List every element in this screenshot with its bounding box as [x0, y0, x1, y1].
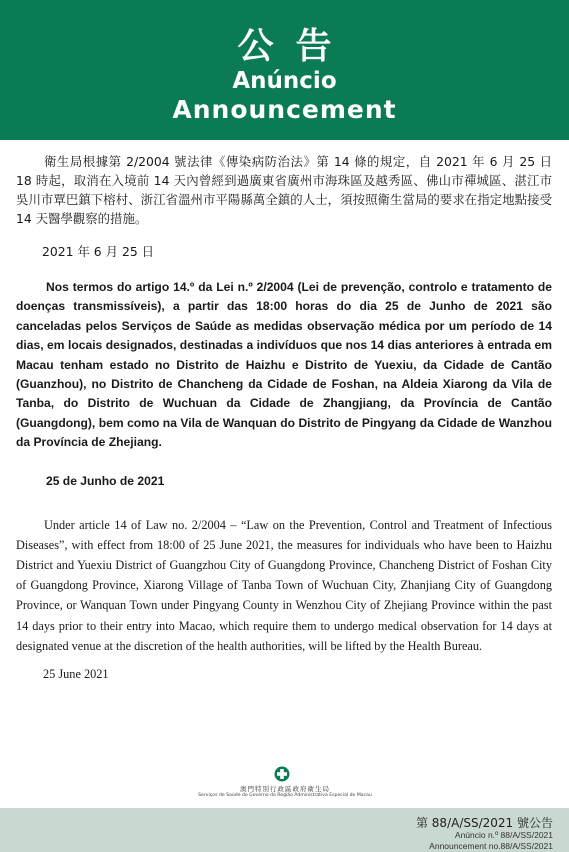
- title-en: Announcement: [172, 95, 397, 124]
- paragraph-zh: 衛生局根據第 2/2004 號法律《傳染病防治法》第 14 條的規定，自 2021 年 6 月 25 日 18 時起，取消在入境前 14 天內曾經到過廣東省廣州市海珠區及越秀區、佛山市禪城區、湛江市吳川市覃巴鎮下榕村、浙江省溫州市平陽縣萬全鎮的人士，須按照衛生當局的要求在指定地點接受 14 天醫學觀察的措施。: [16, 154, 552, 226]
- reference-number-en: Announcement no.88/A/SS/2021: [429, 841, 553, 851]
- title-zh: 公告: [237, 26, 354, 67]
- header-banner: [0, 0, 569, 140]
- date-en: 25 June 2021: [43, 667, 109, 682]
- footer-bar: [0, 808, 569, 852]
- logo-name-pt: Serviços de Saúde do Governo da Região Administrativa Especial de Macau: [198, 793, 372, 798]
- paragraph-pt: Nos termos do artigo 14.º da Lei n.º 2/2004 (Lei de prevenção, controlo e tratamento de doenças transmissíveis), a partir das 18:00 horas do dia 25 de Junho de 2021 são canceladas pelos Serviços de Saúde as medidas observação médica por um período de 14 dias, em locais designados, destinadas a indivíduos que nos 14 dias anteriores à entrada em Macau tenham estado no Distrito de Haizhu e Distrito de Yuexiu, da Cidade de Cantão (Guanzhou), no Distrito de Chancheng da Cidade de Foshan, na Aldeia Xiarong da Vila de Tanba, do Distrito de Wuchuan da Cidade de Zhangjiang, da Província de Cantão (Guangdong), bem como na Vila de Wanquan do Distrito de Pingyang da Cidade de Wanzhou da Província de Zhejiang.: [16, 280, 552, 450]
- reference-number-pt: Anúncio n.º 88/A/SS/2021: [454, 830, 553, 840]
- health-cross-logo-icon: [274, 766, 290, 782]
- date-pt: 25 de Junho de 2021: [46, 473, 165, 488]
- title-pt: Anúncio: [232, 68, 337, 94]
- date-zh: 2021 年 6 月 25 日: [42, 244, 155, 259]
- reference-number-zh: 第 88/A/SS/2021 號公告: [415, 816, 553, 830]
- paragraph-en: Under article 14 of Law no. 2/2004 – “Law on the Prevention, Control and Treatment of Infectious Diseases”, with effect from 18:00 of 25 June 2021, the measures for individuals who have been to Haizhu District and Yuexiu District of Guangzhou City of Guangdong Province, Chancheng District of Foshan City of Guangdong Province, Xiarong Village of Tanba Town of Wuchuan City, Zhanjiang City of Guangdong Province, or Wanquan Town under Pingyang County in Wenzhou City of Zhejiang Province within the past 14 days prior to their entry into Macao, which require them to undergo medical observation for 14 days at designated venue at the discretion of the health authorities, will be lifted by the Health Bureau.: [16, 517, 552, 653]
- logo-name-zh: 澳門特別行政區政府衛生局: [240, 785, 330, 793]
- health-bureau-logo: [170, 766, 400, 802]
- announcement-body: [16, 152, 552, 682]
